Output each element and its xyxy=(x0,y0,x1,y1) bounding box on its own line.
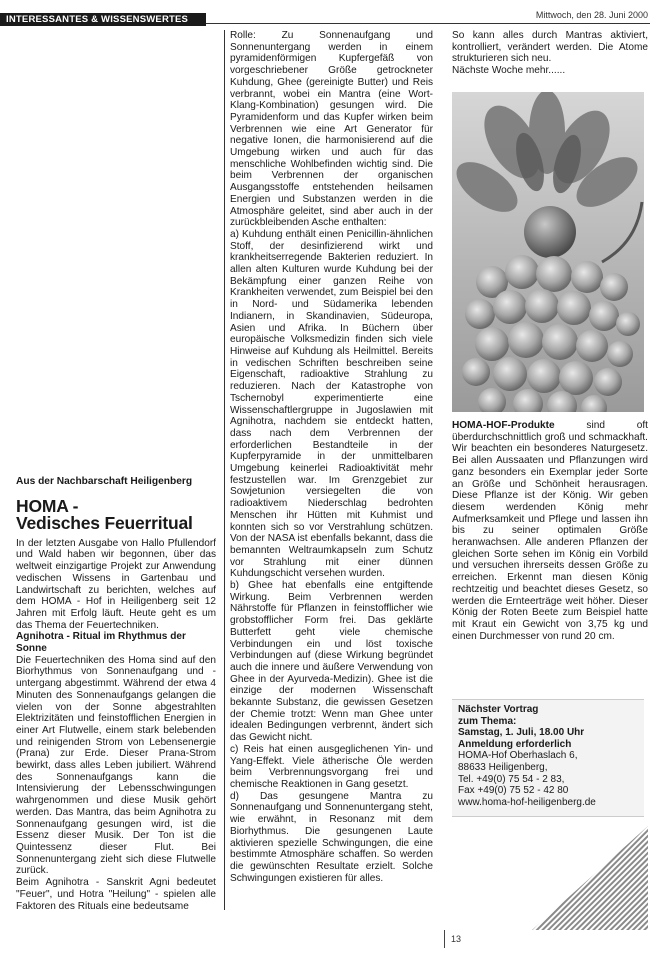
caption-lead: HOMA-HOF-Produkte xyxy=(452,420,555,431)
lecture-info-box xyxy=(452,699,644,817)
decorative-hatch-graphic xyxy=(532,826,648,930)
col3-paragraph-2: Nächste Woche mehr...... xyxy=(452,65,566,77)
info-registration: Anmeldung erforderlich xyxy=(458,738,572,750)
info-line-1: Nächster Vortrag xyxy=(458,704,539,715)
issue-date: Mittwoch, den 28. Juni 2000 xyxy=(532,10,648,20)
section-header: INTERESSANTES & WISSENSWERTES xyxy=(0,13,206,26)
info-address: HOMA-Hof Oberhaslach 6, xyxy=(458,750,578,762)
title-line-2: Vedisches Feuerritual xyxy=(16,513,193,534)
article-intro: In der letzten Ausgabe von Hallo Pfullendorf und Wald haben wir begonnen, über das weltweit einzigartige Projekt zur Anwendung vedischen Wissens in Gartenbau und Landwirtschaft zu berichten, welches auf dem HOMA - Hof in Heiligenberg seit 12 Jahren mit Erfolg läuft. Heute geht es um das Thema der Feuertechniken. xyxy=(16,537,216,631)
col2-paragraph-4: c) Reis hat einen ausgeglichenen Yin- und Yang-Effekt. Viele ätherische Öle werden beim Verbrennungsvorgang frei und chemische Reaktionen in Gang gesetzt. xyxy=(230,743,433,790)
info-date: Samstag, 1. Juli, 18.00 Uhr xyxy=(458,727,585,739)
col2-paragraph-1: Rolle: Zu Sonnenaufgang und Sonnenuntergang werden in einem pyramidenförmigen Kupfergefäß von vorgeschriebener Größe getrockneter Kuhdung, Ghee (gereinigte Butter) und Reis verbrannt, wobei ein Mantra (eine Wort-Klang-Kombination) gesungen wird. Die Pyramidenform und das Kupfer wirken beim Verbrennen wie eine Art Generator für negative Ionen, die harmonisierend auf die Umgebung wirken und auch für das menschliche Wohlbefinden wichtig sind. Die beim Verbrennen der organischen Ausgangsstoffe entstehenden heilsamen Energien und Substanzen werden in die Atmosphäre geleitet, sind aber auch in der zurückbleibenden Asche enthalten: xyxy=(230,30,433,229)
info-phone: Tel. +49(0) 75 54 - 2 83, xyxy=(458,773,565,785)
article-kicker: Aus der Nachbarschaft Heiligenberg xyxy=(16,476,193,487)
page-number: 13 xyxy=(451,934,462,944)
article-subhead: Agnihotra - Ritual im Rhythmus der Sonne xyxy=(16,631,186,655)
info-line-2: zum Thema: xyxy=(458,715,517,727)
beetroot-photo-image xyxy=(452,92,644,412)
beetroot-photo xyxy=(452,92,644,412)
col2-paragraph-2: a) Kuhdung enthält einen Penicillin-ähnlichen Stoff, der desinfizierend wirkt und krankheitserregende Bakterien reduziert. In allen alten Kulturen wurde Kuhdung bei der Bekämpfung einer ganzen Reihe von Krankheiten verwendet, zum Beispiel bei den in Nord- und Südamerika lebenden Indianern, in Skandinavien, Südeuropa, Asien und Afrika. In Büchern über europäische Volksmedizin finden sich viele Hinweise auf Kuhdung als Heilmittel. Bereits in vedischen Schriften beschreiben seine Eigenschaft, radioaktive Strahlung zu reduzieren. Nach der Katastrophe von Tschernobyl experimentierte eine Wissenschaftlergruppe in Jugoslawien mit Agnihotra, nachdem sie entdeckt hatten, dass nach dem Verbrennen der erforderlichen Bestandteile in der Kupferpyramide in der unmittelbaren Umgebung keinerlei Radioaktivität mehr festzustellen war. Im Grenzgebiet zur Sowjetunion versiegelten die von radioaktivem Niederschlag bedrohten Menschen ihr Hütten mit Kuhmist und konnten sich so vor Verstrahlung schützen. Von der NASA ist ebenfalls bekannt, dass die bemannten Weltraumkapseln zum Schutz vor Strahlung mit einer dünnen Kuhdungschicht versehen wurden. xyxy=(230,228,433,580)
column-divider xyxy=(224,30,225,910)
col1-body: Die Feuertechniken des Homa sind auf den Biorhythmus von Sonnenaufgang und -untergang abgestimmt. Während der etwa 4 Minuten des Sonnenaufgangs gelangen die vielen von der Sonne abgestrahlten Elektrizitäten und feinstofflichen Energien in einer Art Flutwelle, einem stark belebenden und reinigenden Strom von Lebensenergie (Prana) zur Erde. Dieser Prana-Strom bewirkt, dass alles Leben jubiliert. Während des Sonnenaufgangs kann die Intensivierung der Lebensschwingungen wahrgenommen und diese Musik gehört werden. Das Mantra, das beim Agnihotra zu Sonnenaufgang gesungen wird, ist die Essenz dieser Musik. Der Ton ist die Quintessenz dieser Flut. Bei Sonnenuntergang zieht sich diese Flutwelle zurück. xyxy=(16,654,216,877)
col1-body-2: Beim Agnihotra - Sanskrit Agni bedeutet "Feuer", und Hotra "Heilung" - spielen alle Faktoren des Rituals eine bedeutsame xyxy=(16,877,216,912)
col3-paragraph-1: So kann alles durch Mantras aktiviert, kontrolliert, verändert werden. Die Atome strukturieren sich neu. xyxy=(452,30,648,65)
info-fax: Fax +49(0) 75 52 - 42 80 xyxy=(458,785,569,797)
title-line-1: HOMA - xyxy=(16,495,79,516)
header-rule xyxy=(206,23,650,24)
column-3 xyxy=(452,30,648,77)
info-website[interactable]: www.homa-hof-heiligenberg.de xyxy=(458,796,596,808)
column-2 xyxy=(230,30,433,884)
col2-paragraph-3: b) Ghee hat ebenfalls eine entgiftende Wirkung. Beim Verbrennen werden Nährstoffe für Pflanzen in feinstofflicher wie grobstofflicher Form frei. Das geklärte Butterfett geht viele chemische Verbindungen ein und löst toxische Verbindungen auf (diese Wirkung begründet auch die innere und äußere Verwendung von Ghee in der Ayurveda-Medizin). Ghee ist die einzige der modernen Wissenschaft bekannte Substanz, die gewissen Gesetzen der Chemie trotzt: Wenn man Ghee unter idealen Bedingungen verbrennt, ändert sich das Gewicht nicht. xyxy=(230,580,433,744)
photo-caption xyxy=(452,420,648,642)
column-1 xyxy=(16,476,216,912)
page-number-rule xyxy=(444,930,445,948)
caption-text: sind oft überdurchschnittlich groß und schmackhaft. Wir beachten ein besonderes Naturgesetz. Bei allen Aussaaten und Pflanzungen wird ganz besonders ein Exemplar jeder Sorte an Größe und Schönheit herausragen. Diese Pflanze ist der König. Wir geben diesem werdenden König mehr Aufmerksamkeit und Pflege und lassen ihn bis zu seiner optimalen Größe heranwachsen. Alle anderen Pflanzen der gleichen Sorte sehen im König ein Vorbild und versuchen ihrerseits dessen Größe zu erreichen. Erkennt man diesen König rechtzeitig und beachtet dieses Gesetz, so werden die Ernteerträge weit höher. Dieser König der Roten Beete zum Beispiel hatte mit Kraut ein Gewicht von 3,75 kg und einen Durchmesser von rund 20 cm. xyxy=(452,420,648,642)
info-city: 88633 Heiligenberg, xyxy=(458,761,548,773)
col2-paragraph-5: d) Das gesungene Mantra zu Sonnenaufgang und Sonnenuntergang steht, wie erwähnt, in Resonanz mit dem Biorhythmus. Die gesungenen Laute aktivieren spezielle Schwingungen, die eine bestimmte Atmosphäre schaffen. So werden die gewünschten Resultate erzielt. Solche Schwingungen existieren für alles. xyxy=(230,790,433,884)
article-title xyxy=(16,495,216,534)
